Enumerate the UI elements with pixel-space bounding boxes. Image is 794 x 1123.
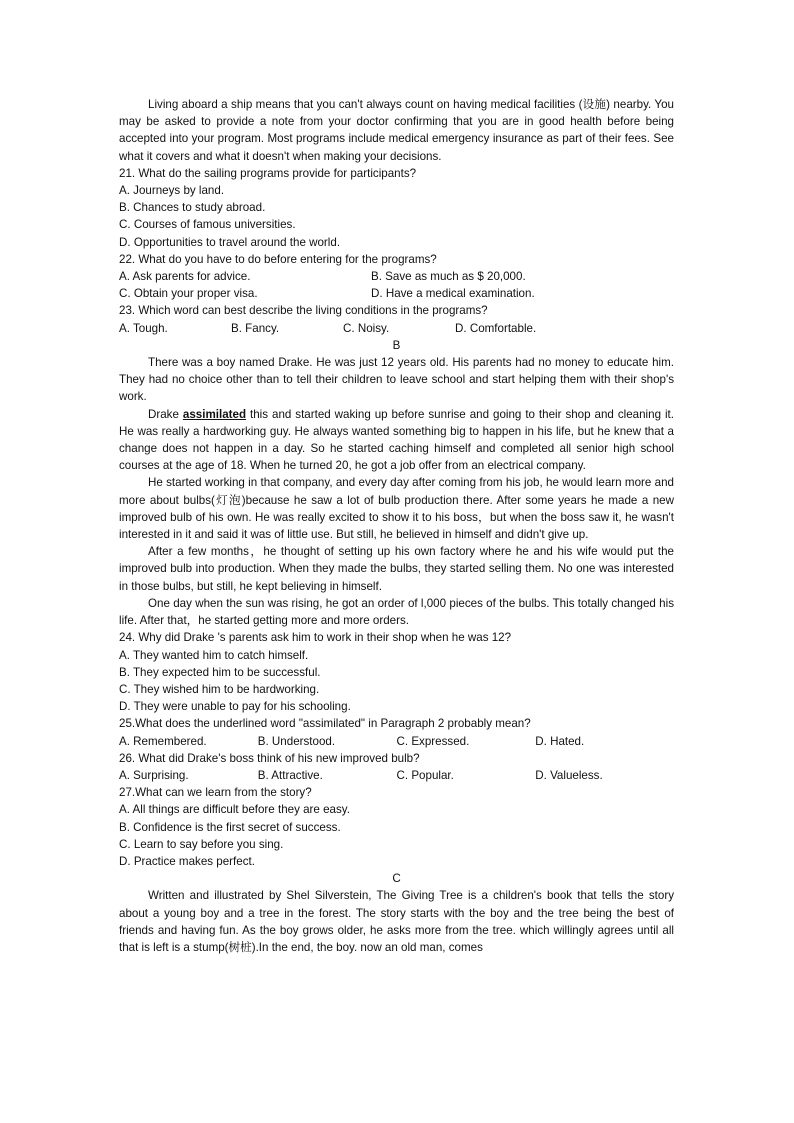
option-24-b: B. They expected him to be successful. bbox=[119, 665, 321, 679]
options-26 bbox=[119, 767, 674, 784]
question-26: 26. What did Drake's boss think of his new improved bulb? bbox=[119, 751, 420, 765]
options-22-row2 bbox=[119, 285, 674, 302]
option-27-b: B. Confidence is the first secret of success. bbox=[119, 820, 341, 834]
document-page bbox=[119, 96, 674, 956]
paragraph-b2-start: Drake bbox=[148, 407, 179, 421]
option-22-a: A. Ask parents for advice. bbox=[119, 270, 251, 284]
option-23-d: D. Comfortable. bbox=[455, 321, 537, 335]
option-25-a: A. Remembered. bbox=[119, 734, 207, 748]
options-23 bbox=[119, 320, 674, 337]
options-22-row1 bbox=[119, 268, 674, 285]
option-21-d: D. Opportunities to travel around the world. bbox=[119, 235, 341, 249]
option-27-c: C. Learn to say before you sing. bbox=[119, 837, 284, 851]
option-21-c: C. Courses of famous universities. bbox=[119, 218, 296, 232]
option-25-b: B. Understood. bbox=[257, 734, 336, 748]
option-21-b: B. Chances to study abroad. bbox=[119, 201, 266, 215]
option-27-d: D. Practice makes perfect. bbox=[119, 854, 255, 868]
paragraph-b3: He started working in that company, and every day after coming from his job, he would learn more and more about bulbs(灯泡)because he saw a lot of bulb production there. After some years he made a new improved bulb of his own. He was really excited to show it to his boss，but when the boss saw it, he wasn't interested in it and said it was of little use. But still, he believed in himself and didn't give up. bbox=[119, 476, 674, 542]
paragraph-b2 bbox=[119, 406, 674, 475]
options-25 bbox=[119, 733, 674, 750]
option-22-b: B. Save as much as $ 20,000. bbox=[371, 270, 526, 284]
paragraph-b1: There was a boy named Drake. He was just 12 years old. His parents had no money to educate him. They had no choice other than to tell their children to leave school and start helping them with their shop's work. bbox=[119, 356, 674, 404]
option-21-a: A. Journeys by land. bbox=[119, 184, 225, 198]
option-27-a: A. All things are difficult before they are easy. bbox=[119, 803, 350, 817]
question-24: 24. Why did Drake 's parents ask him to work in their shop when he was 12? bbox=[119, 631, 512, 645]
question-22: 22. What do you have to do before entering for the programs? bbox=[119, 252, 437, 266]
option-24-a: A. They wanted him to catch himself. bbox=[119, 648, 309, 662]
section-b-heading: B bbox=[392, 338, 401, 352]
underlined-word: assimilated bbox=[182, 407, 247, 421]
question-25: 25.What does the underlined word "assimilated" in Paragraph 2 probably mean? bbox=[119, 717, 531, 731]
paragraph-b5: One day when the sun was rising, he got an order of l,000 pieces of the bulbs. This totally changed his life. After that，he started getting more and more orders. bbox=[119, 596, 674, 628]
question-21: 21. What do the sailing programs provide for participants? bbox=[119, 166, 417, 180]
option-24-c: C. They wished him to be hardworking. bbox=[119, 682, 320, 696]
option-26-b: B. Attractive. bbox=[257, 768, 323, 782]
option-25-c: C. Expressed. bbox=[396, 734, 470, 748]
option-24-d: D. They were unable to pay for his schooling. bbox=[119, 700, 351, 714]
option-23-b: B. Fancy. bbox=[231, 321, 280, 335]
option-22-c: C. Obtain your proper visa. bbox=[119, 287, 258, 301]
paragraph-b2-rest: this and started waking up before sunrise and going to their shop and cleaning it. He was really a hardworking guy. He always wanted something big to happen in his life, but he knew that a change does not happen in a day. So he started caching himself and completed all senior high school courses at the age of 18. When he turned 20, he got a job offer from an electrical company. bbox=[119, 407, 674, 473]
question-27: 27.What can we learn from the story? bbox=[119, 786, 312, 800]
option-26-c: C. Popular. bbox=[396, 768, 454, 782]
paragraph-b4: After a few months，he thought of setting up his own factory where he and his wife would put the improved bulb into production. When they made the bulbs, they started selling them. No one was interested in those bulbs, but still, he kept believing in himself. bbox=[119, 545, 674, 593]
option-23-c: C. Noisy. bbox=[343, 321, 390, 335]
option-22-d: D. Have a medical examination. bbox=[371, 287, 535, 301]
option-23-a: A. Tough. bbox=[119, 321, 168, 335]
section-c-heading: C bbox=[392, 872, 401, 886]
paragraph-c1: Written and illustrated by Shel Silverstein, The Giving Tree is a children's book that tells the story about a young boy and a tree in the forest. The story starts with the boy and the tree being the best of friends and having fun. As the boy grows older, he asks more from the tree. which willingly agrees until all that is left is a stump(树桩).In the end, the boy. now an old man, comes bbox=[119, 889, 674, 954]
paragraph-medical: Living aboard a ship means that you can't always count on having medical facilities (设施) nearby. You may be asked to provide a note from your doctor confirming that you are in good health before being accepted into your program. Most programs include medical emergency insurance as part of their fees. See what it covers and what it doesn't when making your decisions. bbox=[119, 98, 674, 163]
question-23: 23. Which word can best describe the living conditions in the programs? bbox=[119, 304, 488, 318]
option-25-d: D. Hated. bbox=[535, 734, 585, 748]
option-26-a: A. Surprising. bbox=[119, 768, 189, 782]
option-26-d: D. Valueless. bbox=[535, 768, 603, 782]
